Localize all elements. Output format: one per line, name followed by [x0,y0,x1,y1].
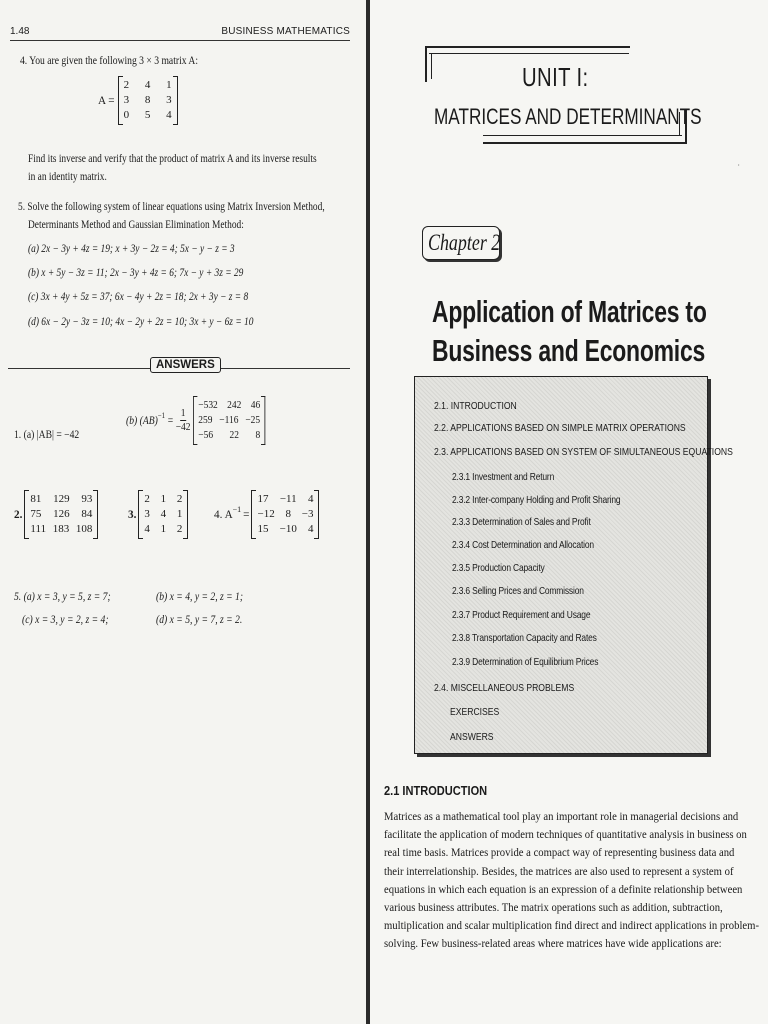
matrix-row [30,507,92,522]
matrix-a-label: A = [98,94,115,107]
answers-heading: ANSWERS [150,357,221,373]
matrix-cell: 4 [307,523,314,535]
matrix-cell: 46 [250,399,261,411]
matrix-cell: 8 [285,508,291,520]
matrix-cell: −10 [279,523,297,535]
matrix-cell: 22 [229,429,239,441]
right-page [370,0,768,1024]
matrix-cell: 15 [257,523,269,535]
matrix-row [30,492,92,507]
matrix-cell: 183 [52,523,70,535]
matrix-cell: 3 [123,94,130,106]
matrix-a-grid [118,76,178,125]
toc-item: 2.3. APPLICATIONS BASED ON SYSTEM OF SIMULTANEOUS EQUATIONS [434,446,733,458]
paragraph-line: their interrelationship. Besides, the matrices are also used to represent a system of [384,864,734,878]
matrix-cell: 108 [75,523,93,535]
matrix-cell: 5 [144,109,151,121]
matrix-row [124,93,172,108]
matrix-cell: −11 [279,493,297,505]
fraction-numerator: 1 [180,407,186,419]
matrix-cell: 1 [160,523,167,535]
matrix-row [144,492,182,507]
matrix-row [144,507,182,522]
matrix-cell: 17 [257,493,269,505]
question-4-line1: Find its inverse and verify that the product of matrix A and its inverse results [28,153,317,165]
toc-item: ANSWERS [450,731,494,743]
matrix-row [198,398,260,413]
matrix-cell: 81 [30,493,42,505]
matrix-cell: 4 [144,79,151,91]
answer-2-matrix [24,490,98,539]
toc-item: 2.3.1 Investment and Return [452,472,555,483]
question-5-line1: 5. Solve the following system of linear equations using Matrix Inversion Method, [18,201,325,213]
matrix-cell: 8 [144,94,151,106]
matrix-row [257,507,313,522]
matrix-row [257,492,313,507]
matrix-row [30,522,92,537]
paragraph-line: multiplication and scalar multiplication find direct and indirect applications in problem- [384,919,760,933]
answer-4 [214,490,319,539]
page-number: 1.48 [10,26,30,37]
matrix-cell: −3 [301,508,314,520]
question-5-part-d: (d) 6x − 2y − 3z = 10; 4x − 2y + 2z = 10; 3x + y − 6z = 10 [28,316,254,328]
paragraph-line: various business attributes. The matrix operations such as addition, subtraction, [384,901,723,915]
answer-4-sup: −1 [232,505,242,514]
question-5-part-b: (b) x + 5y − 3z = 11; 2x − 3y + 4z = 6; 7x − y + 3z = 29 [28,267,244,279]
toc-item: EXERCISES [450,706,500,718]
toc-item: 2.3.8 Transportation Capacity and Rates [452,633,597,644]
matrix-cell: 1 [166,79,172,91]
toc-item: 2.3.9 Determination of Equilibrium Prices [452,657,599,668]
answer-3 [128,490,188,539]
toc-item: 2.3.2 Inter-company Holding and Profit Sharing [452,495,621,506]
unit-title: UNIT I: [522,62,589,92]
unit-subtitle: MATRICES AND DETERMINANTS [434,104,702,129]
answer-5d: (d) x = 5, y = 7, z = 2. [156,614,243,626]
fraction-denominator: −42 [175,421,191,433]
answer-5a: 5. (a) x = 3, y = 5, z = 7; [14,591,111,603]
left-page [0,0,366,1024]
answer-4-equals: = [243,508,250,521]
matrix-cell: −532 [198,399,218,411]
matrix-cell: 126 [53,508,70,520]
matrix-row [124,78,172,93]
answer-1b-fraction [176,407,191,434]
answer-3-matrix [138,490,188,539]
matrix-cell: 2 [176,523,183,535]
answer-5c: (c) x = 3, y = 2, z = 4; [22,614,109,626]
paragraph-line: Matrices as a mathematical tool play an important role in managerial decisions and [384,810,739,823]
matrix-cell: 129 [53,493,70,505]
paragraph-line: solving. Few business-related areas where matrices have wide applications are: [384,937,722,951]
matrix-cell: 1 [160,493,167,505]
matrix-row [198,413,260,428]
section-heading: 2.1 INTRODUCTION [384,783,488,798]
toc-item: 2.3.4 Cost Determination and Allocation [452,540,594,551]
matrix-cell: 4 [166,109,172,121]
toc-item: 2.4. MISCELLANEOUS PROBLEMS [434,682,575,694]
answer-1b-sup: −1 [157,411,166,420]
question-5-line2: Determinants Method and Gaussian Elimination Method: [28,219,244,231]
matrix-cell: −12 [257,508,275,520]
question-5-part-a: (a) 2x − 3y + 4z = 19; x + 3y − 2z = 4; 5x − y − z = 3 [28,243,235,255]
matrix-row [257,522,313,537]
matrix-cell: 3 [144,508,150,520]
matrix-row [124,108,172,123]
margin-mark: · [737,161,740,170]
answer-4-matrix [251,490,319,539]
toc-item: 2.1. INTRODUCTION [434,400,517,412]
answer-4-label: 4. A [214,508,233,521]
matrix-cell: 3 [166,94,172,106]
matrix-cell: −25 [245,414,261,426]
matrix-row [198,428,260,443]
unit-frame [425,46,682,146]
question-5-part-c: (c) 3x + 4y + 5z = 37; 6x − 4y + 2z = 18; 2x + 3y − z = 8 [28,291,249,303]
matrix-cell: 1 [176,508,183,520]
answer-1b [126,396,265,445]
answer-1b-label: (b) (AB) [126,414,158,427]
matrix-row [144,522,182,537]
answer-1b-equals: = [167,414,174,427]
answer-2 [14,490,98,539]
matrix-cell: −116 [219,414,239,426]
matrix-cell: 8 [255,429,261,441]
paragraph-line: facilitate the application of modern techniques of quantitative analysis in business on [384,828,747,842]
toc-item: 2.3.7 Product Requirement and Usage [452,610,591,621]
matrix-a [98,76,178,125]
paragraph-line: equations in which each equation is an expression of a definite relationship between [384,882,743,896]
matrix-cell: 0 [123,109,130,121]
chapter-label: Chapter 2 [428,230,501,255]
matrix-cell: 75 [30,508,42,520]
matrix-cell: 93 [81,493,93,505]
book-title: BUSINESS MATHEMATICS [221,26,350,37]
answer-3-label: 3. [128,508,137,521]
toc-item: 2.3.3 Determination of Sales and Profit [452,517,591,528]
introduction-paragraph [384,808,760,954]
matrix-cell: 2 [144,493,150,505]
answer-5b: (b) x = 4, y = 2, z = 1; [156,591,244,603]
matrix-cell: 2 [176,493,183,505]
running-head [10,20,350,41]
matrix-cell: 259 [198,414,213,426]
toc-item: 2.3.5 Production Capacity [452,563,545,574]
chapter-title-line2: Business and Economics [432,333,706,368]
question-4-intro: 4. You are given the following 3 × 3 matrix A: [20,55,199,67]
toc-item: 2.3.6 Selling Prices and Commission [452,586,584,597]
matrix-cell: 4 [144,523,150,535]
toc-item: 2.2. APPLICATIONS BASED ON SIMPLE MATRIX OPERATIONS [434,422,686,434]
matrix-cell: 2 [123,79,130,91]
chapter-title-line1: Application of Matrices to [432,294,707,329]
paragraph-line: real time basis. Matrices provide a compact way of representing business data and [384,846,735,860]
matrix-cell: 111 [30,523,47,535]
matrix-cell: 4 [160,508,167,520]
matrix-cell: 242 [227,399,242,411]
answer-2-label: 2. [14,508,23,521]
question-4-line2: in an identity matrix. [28,171,107,183]
matrix-cell: 84 [81,508,93,520]
answer-1b-matrix [193,396,265,445]
answer-1a: 1. (a) |AB| = −42 [14,429,80,441]
matrix-cell: 4 [307,493,314,505]
matrix-cell: −56 [198,429,214,441]
